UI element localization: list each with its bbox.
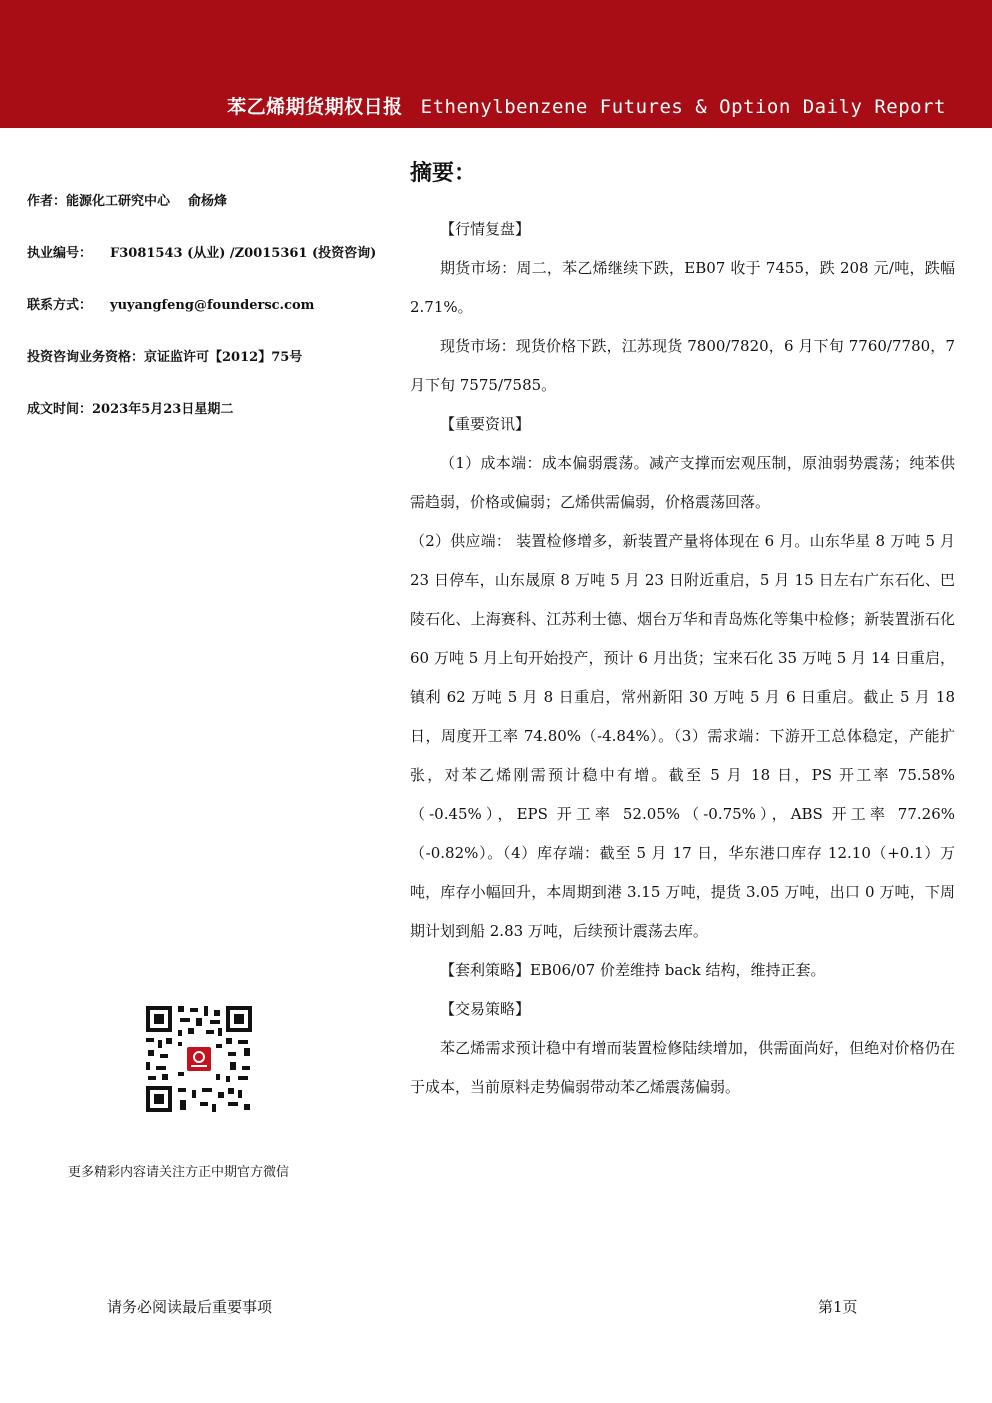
author-label: 作者： [27,194,67,209]
header-band [0,0,992,128]
market-review-heading: 【行情复盘】 [440,220,531,238]
contact-label: 联系方式： [27,298,93,313]
report-title [227,92,946,119]
author-name: 俞杨烽 [188,194,228,209]
date-value: 2023年5月23日星期二 [92,402,234,417]
contact-email[interactable]: yuyangfeng@foundersc.com [110,298,315,313]
summary-content [410,210,955,1107]
spot-market-paragraph: 现货市场：现货价格下跌，江苏现货 7800/7820，6 月下旬 7760/7780，7 月下旬 7575/7585。 [410,337,955,394]
license-label: 执业编号： [27,246,93,261]
license-line [27,242,376,261]
date-label: 成文时间： [27,402,93,417]
supply-demand-paragraph: （2）供应端： 装置检修增多，新装置产量将体现在 6 月。山东华星 8 万吨 5 月 23 日停车，山东晟原 8 万吨 5 月 23 日附近重启，5 月 15 日左右广东石化、巴陵石化、上海赛科、江苏利士德、烟台万华和青岛炼化等集中检修；新装置浙石化 60 万吨 5 月上旬开始投产，预计 6 月出货；宝来石化 35 万吨 5 月 14 日重启，镇利 62 万吨 5 月 8 日重启，常州新阳 30 万吨 5 月 6 日重启。截止 5 月 18 日，周度开工率 74.80%（-4.84%）。（3）需求端：下游开工总体稳定，产能扩张，对苯乙烯刚需预计稳中有增。截至 5 月 18 日，PS 开工率 75.58%（-0.45%），EPS 开工率 52.05%（-0.75%），ABS 开工率 77.26%（-0.82%）。（4）库存端：截至 5 月 17 日，华东港口库存 12.10（+0.1）万吨，库存小幅回升，本周期到港 3.15 万吨，提货 3.05 万吨，出口 0 万吨，下周期计划到船 2.83 万吨，后续预计震荡去库。 [410,532,955,940]
footer-notice: 请务必阅读最后重要事项 [107,1298,273,1316]
trading-heading: 【交易策略】 [440,1000,531,1018]
qualification-line [27,346,302,365]
news-heading: 【重要资讯】 [440,415,531,433]
qualification-value: 京证监许可【2012】75号 [144,350,303,365]
report-title-cn: 苯乙烯期货期权日报 [227,96,403,118]
report-title-en: Ethenylbenzene Futures & Option Daily Report [420,96,946,118]
summary-title: 摘要： [410,161,477,186]
license-value: F3081543 (从业) /Z0015361 (投资咨询) [110,246,377,261]
contact-line [27,294,314,313]
page-number: 第1页 [818,1298,858,1316]
trading-strategy-paragraph: 苯乙烯需求预计稳中有增而装置检修陆续增加，供需面尚好，但绝对价格仍在于成本，当前原料走势偏弱带动苯乙烯震荡偏弱。 [410,1039,955,1096]
qr-code-icon [144,1004,254,1114]
qr-caption: 更多精彩内容请关注方正中期官方微信 [68,1165,290,1180]
author-line [27,190,227,209]
arbitrage-paragraph: 【套利策略】EB06/07 价差维持 back 结构，维持正套。 [440,961,826,979]
cost-side-paragraph: （1）成本端：成本偏弱震荡。减产支撑而宏观压制，原油弱势震荡；纯苯供需趋弱，价格或偏弱；乙烯供需偏弱，价格震荡回落。 [410,454,955,511]
author-dept: 能源化工研究中心 [66,194,171,209]
futures-market-paragraph: 期货市场：周二，苯乙烯继续下跌，EB07 收于 7455，跌 208 元/吨，跌幅 2.71%。 [410,259,955,316]
date-line [27,398,233,417]
qualification-label: 投资咨询业务资格： [27,350,145,365]
